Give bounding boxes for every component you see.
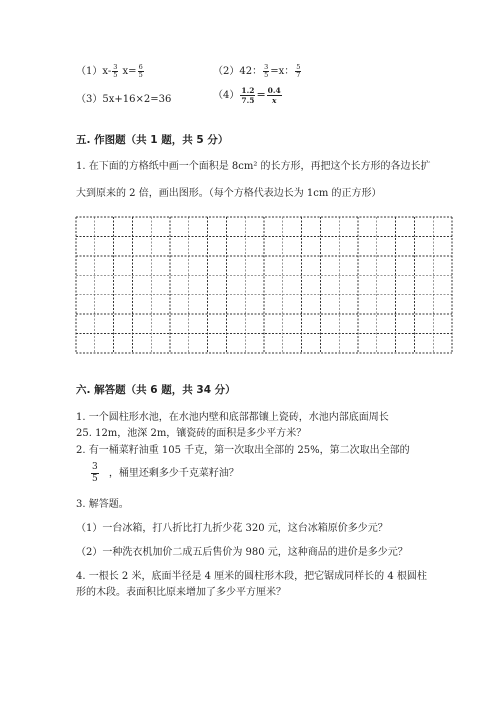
equation-4-label: （4） (213, 90, 240, 101)
section-6-question-1-line-2: 25. 12m，池深 2m，镶瓷砖的面积是多少平方米？ (76, 428, 307, 439)
section-6-question-4-line-2: 形的木段。表面积比原来增加了多少平方厘米？ (76, 587, 286, 598)
section-6-question-1-line-1: 1. 一个圆柱形水池，在水池内壁和底部都镶上瓷砖，水池内部底面周长 (76, 412, 389, 423)
section-6-heading: 六. 解答题（共 6 题，共 34 分） (76, 384, 236, 396)
equation-3-label: （3） (76, 94, 103, 105)
section-5-question-1-line-2: 大到原来的 2 倍，画出图形。（每个方格代表边长为 1cm 的正方形） (76, 188, 382, 199)
equation-4-fraction-a: $\frac{1.2}{7.5}$ (241, 86, 255, 105)
section-6-question-4-line-1: 4. 一根长 2 米，底面半径是 4 厘米的圆柱形木段，把它锯成同样长的 4 根圆柱 (76, 571, 427, 582)
equation-2-mid: =x： (270, 66, 295, 77)
equation-2-fraction-b: $\frac{5}{7}$ (296, 63, 301, 79)
equation-4-mid: = (256, 88, 266, 101)
section-6-question-2-line-1: 2. 有一桶菜籽油重 105 千克，第一次取出全部的 25%，第二次取出全部的 (76, 445, 410, 456)
equation-1-fraction-a: $\frac{3}{5}$ (113, 63, 118, 79)
equation-1-fraction-b: $\frac{6}{5}$ (138, 63, 143, 79)
section-6-question-3-sub-1: （1）一台冰箱，打八折比打九折少花 320 元，这台冰箱原价多少元？ (76, 523, 388, 534)
equation-3 (76, 90, 171, 105)
equation-2-fraction-a: $\frac{3}{5}$ (264, 63, 269, 79)
equation-4-fraction-b: $\frac{0.4}{x}$ (267, 86, 281, 105)
equation-2-label: （2） (213, 66, 240, 77)
equation-1-label: （1） (76, 66, 103, 77)
grid-paper[interactable] (75, 216, 453, 354)
question-2-remainder: ，桶里还剩多少千克菜籽油？ (108, 468, 239, 479)
equation-3-text: 5x+16×2=36 (102, 94, 172, 105)
equation-1 (76, 62, 145, 79)
equation-1-mid: x= (119, 66, 137, 77)
section-5-question-1-line-1: 1. 在下面的方格纸中画一个面积是 8cm² 的长方形，再把这个长方形的各边长扩 (76, 161, 431, 172)
section-6-question-3-sub-2: （2）一种洗衣机加价二成五后售价为 980 元，这种商品的进价是多少元？ (76, 547, 408, 558)
grid-paper-svg (75, 216, 453, 354)
section-6-question-3-title: 3. 解答题。 (76, 499, 129, 510)
equation-2 (213, 62, 302, 79)
section-6-question-2-line-2 (90, 462, 239, 485)
equation-1-pre: x- (102, 66, 112, 77)
equation-2-pre: 42： (239, 66, 263, 77)
equation-4 (213, 86, 283, 105)
section-5-heading: 五. 作图题（共 1 题，共 5 分） (76, 134, 229, 146)
question-2-fraction: $\frac{3}{5}$ (92, 462, 98, 484)
